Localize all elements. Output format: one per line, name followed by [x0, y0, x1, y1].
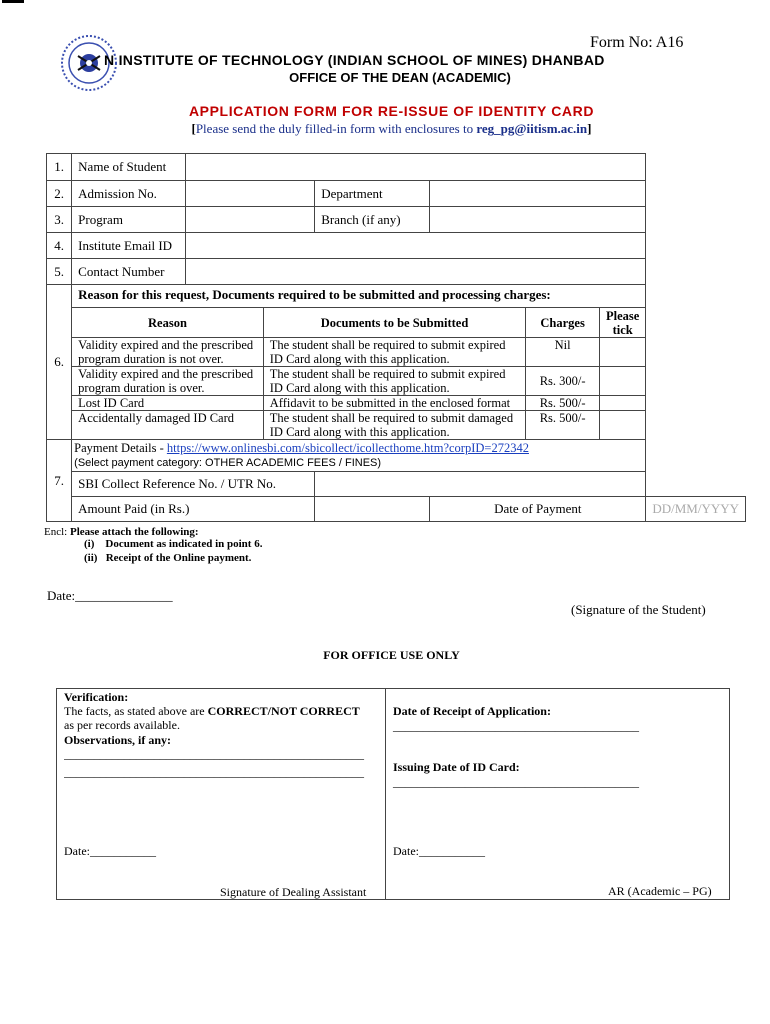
- encl-item: (ii) Receipt of the Online payment.: [84, 552, 252, 564]
- reason-section: [72, 285, 646, 440]
- date-line[interactable]: Date:_______________: [47, 588, 173, 603]
- date-right[interactable]: Date:___________: [393, 844, 485, 858]
- department-field[interactable]: [430, 181, 646, 207]
- issuing-date-line[interactable]: _________________________________________: [393, 775, 639, 789]
- name-field[interactable]: [186, 154, 646, 181]
- encl-item: (i) Document as indicated in point 6.: [84, 538, 263, 550]
- form-number: Form No: A16: [590, 34, 684, 51]
- program-label: Program: [72, 207, 186, 233]
- observations-label: Observations, if any:: [64, 733, 172, 747]
- admission-field[interactable]: [186, 181, 315, 207]
- email-field[interactable]: [186, 233, 646, 259]
- contact-label: Contact Number: [72, 259, 186, 285]
- student-signature: (Signature of the Student): [571, 602, 706, 617]
- payment-label: Payment Details -: [74, 441, 167, 455]
- charges-header: Charges: [526, 308, 600, 338]
- observation-line[interactable]: __________________________________________________: [64, 765, 364, 779]
- payment-details: [72, 440, 646, 472]
- observation-line[interactable]: __________________________________________________: [64, 747, 364, 761]
- tick-cell[interactable]: [600, 396, 646, 411]
- facts-statement: [64, 704, 386, 732]
- verification-label: Verification:: [64, 690, 129, 704]
- bracket-open: [: [191, 121, 196, 136]
- row-number: 3.: [47, 207, 72, 233]
- institute-name: N INSTITUTE OF TECHNOLOGY (INDIAN SCHOOL OF MINES) DHANBAD: [104, 52, 605, 68]
- documents-cell: The student shall be required to submit damaged ID Card along with this application.: [263, 411, 525, 440]
- documents-cell: The student shall be required to submit expired ID Card along with this application.: [263, 338, 525, 367]
- facts-prefix: The facts, as stated above are: [64, 704, 208, 718]
- row-number: 2.: [47, 181, 72, 207]
- application-table: [46, 153, 746, 522]
- office-left-panel: [57, 689, 386, 899]
- tick-cell[interactable]: [600, 367, 646, 396]
- charges-cell: Rs. 500/-: [526, 396, 600, 411]
- amount-label: Amount Paid (in Rs.): [72, 497, 315, 522]
- instruction: [0, 121, 770, 137]
- payment-date-label: Date of Payment: [430, 497, 646, 522]
- reason-cell: Accidentally damaged ID Card: [72, 411, 263, 440]
- office-name: OFFICE OF THE DEAN (ACADEMIC): [289, 70, 511, 85]
- reason-cell: Validity expired and the prescribed program duration is not over.: [72, 338, 263, 367]
- documents-cell: Affidavit to be submitted in the enclosed format: [263, 396, 525, 411]
- contact-field[interactable]: [186, 259, 646, 285]
- corner-mark: [2, 0, 24, 3]
- date-left[interactable]: Date:___________: [64, 844, 156, 858]
- receipt-date-label: Date of Receipt of Application:: [393, 704, 551, 718]
- bracket-close: ]: [587, 121, 592, 136]
- form-title: APPLICATION FORM FOR RE-ISSUE OF IDENTITY CARD: [188, 103, 595, 119]
- amount-field[interactable]: [315, 497, 430, 522]
- admission-label: Admission No.: [72, 181, 186, 207]
- instruction-email[interactable]: reg_pg@iitism.ac.in: [476, 121, 588, 136]
- sbi-ref-field[interactable]: [315, 472, 646, 497]
- row-number: 5.: [47, 259, 72, 285]
- encl-label: Encl:: [44, 526, 68, 538]
- payment-link[interactable]: https://www.onlinesbi.com/sbicollect/icollecthome.htm?corpID=272342: [166, 441, 529, 455]
- row-number: 1.: [47, 154, 72, 181]
- row-number: 6.: [47, 285, 72, 440]
- row-number: 4.: [47, 233, 72, 259]
- tick-cell[interactable]: [600, 338, 646, 367]
- payment-category: (Select payment category: OTHER ACADEMIC FEES / FINES): [74, 457, 382, 469]
- tick-cell[interactable]: [600, 411, 646, 440]
- branch-label: Branch (if any): [315, 207, 430, 233]
- reason-cell: Validity expired and the prescribed program duration is over.: [72, 367, 263, 396]
- sbi-ref-label: SBI Collect Reference No. / UTR No.: [72, 472, 315, 497]
- reason-cell: Lost ID Card: [72, 396, 263, 411]
- charges-cell: Rs. 500/-: [526, 411, 600, 440]
- receipt-date-line[interactable]: _________________________________________: [393, 719, 639, 733]
- facts-suffix: as per records available.: [64, 718, 180, 732]
- issuing-date-label: Issuing Date of ID Card:: [393, 760, 520, 774]
- office-right-panel: [386, 689, 729, 899]
- department-label: Department: [315, 181, 430, 207]
- name-label: Name of Student: [72, 154, 186, 181]
- reason-heading: Reason for this request, Documents required to be submitted and processing charges:: [78, 287, 551, 302]
- encl-heading: Please attach the following:: [69, 526, 199, 538]
- documents-cell: The student shall be required to submit expired ID Card along with this application.: [263, 367, 525, 396]
- instruction-text: Please send the duly filled-in form with enclosures to: [195, 121, 477, 136]
- documents-header: Documents to be Submitted: [263, 308, 525, 338]
- payment-date-field[interactable]: DD/MM/YYYY: [646, 497, 746, 522]
- facts-options: CORRECT/NOT CORRECT: [207, 704, 360, 718]
- reason-table: [72, 307, 645, 439]
- reason-header: Reason: [72, 308, 263, 338]
- program-field[interactable]: [186, 207, 315, 233]
- charges-cell: Rs. 300/-: [526, 367, 600, 396]
- office-use-box: [56, 688, 730, 900]
- enclosure-block: [44, 525, 199, 539]
- branch-field[interactable]: [430, 207, 646, 233]
- tick-header: Please tick: [600, 308, 646, 338]
- dealing-assistant-signature: Signature of Dealing Assistant: [220, 885, 367, 899]
- ar-signature: AR (Academic – PG): [608, 884, 712, 898]
- office-use-title: FOR OFFICE USE ONLY: [323, 648, 460, 662]
- row-number: 7.: [47, 440, 72, 522]
- email-label: Institute Email ID: [72, 233, 186, 259]
- charges-cell: Nil: [526, 338, 600, 367]
